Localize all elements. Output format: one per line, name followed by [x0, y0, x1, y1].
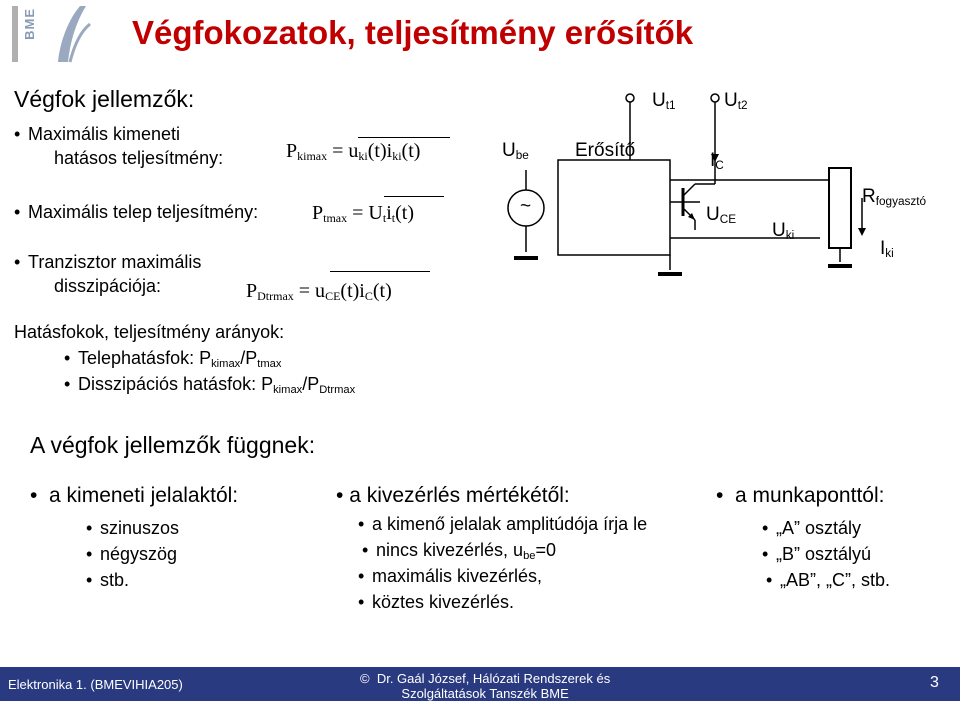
col2-item: • a kimenő jelalak amplitúdója írja le	[372, 514, 647, 535]
label-iki: $I_{ki}$	[880, 238, 894, 260]
col2-title: • a kivezérlés mértékétől:	[336, 484, 570, 507]
efficiency-item-2: • Disszipációs hatásfok: $P_{kimax}/P_{Dtrmax}$	[78, 374, 355, 396]
label-ube: $U_{be}$	[502, 140, 529, 162]
page-title: Végfokozatok, teljesítmény erősítők	[132, 14, 694, 51]
item-output-power	[28, 124, 180, 145]
col2-item: • nincs kivezérlés, $u_{be}=0$	[376, 540, 556, 562]
col3-title: • a munkaponttól:	[716, 484, 885, 507]
formula-pkimax: $P_{kimax} = u_{ki}(t)i_{ki}(t)$	[286, 140, 421, 163]
label-uki: $U_{ki}$	[772, 220, 795, 242]
logo-bar	[12, 6, 18, 62]
label-ut2: $U_{t2}$	[724, 90, 748, 112]
load-resistor-icon	[829, 168, 851, 248]
supply-terminal-1	[626, 94, 634, 102]
formula1-overline	[358, 137, 450, 138]
label-uce: $U_{CE}$	[706, 204, 737, 226]
bme-logo-icon	[50, 2, 120, 72]
col3-item: • „A” osztály	[776, 518, 861, 539]
item3-line1: Tranzisztor maximális	[28, 252, 202, 272]
item3-line2: disszipációja:	[54, 276, 162, 296]
col2-item: • köztes kivezérlés.	[372, 592, 514, 613]
footer-course: Elektronika 1. (BMEVIHIA205)	[8, 677, 183, 692]
section3-heading: A végfok jellemzők függnek:	[30, 432, 316, 458]
section2-heading: Hatásfokok, teljesítmény arányok:	[14, 322, 285, 342]
tilde-icon: ~	[520, 196, 532, 217]
item1-line2: hatásos teljesítmény:	[54, 148, 224, 168]
col3-item: • „AB”, „C”, stb.	[780, 570, 890, 591]
formula-ptmax: $P_{tmax} = U_ti_t(t)$	[312, 202, 414, 225]
section1-heading: Végfok jellemzők:	[14, 86, 195, 112]
footer-author: © Dr. Gaál József, Hálózati Rendszerek és Szolgáltatások Tanszék BME	[360, 671, 611, 701]
col3-item: • „B” osztályú	[776, 544, 871, 565]
page-number: 3	[930, 674, 939, 691]
label-amplifier: Erősítő	[575, 140, 636, 161]
label-ic: $I_C$	[710, 150, 724, 172]
logo-text: BME	[22, 8, 37, 40]
label-rfogyaszto: $R_{fogyasztó}$	[862, 186, 927, 208]
formula2-overline	[384, 196, 444, 197]
col1-item: • szinuszos	[100, 518, 179, 539]
item2-text: Maximális telep teljesítmény:	[28, 202, 259, 222]
col1-item: • stb.	[100, 570, 129, 591]
col1-title: • a kimeneti jelalaktól:	[30, 484, 239, 507]
formula3-overline	[330, 271, 430, 272]
col1-item: • négyszög	[100, 544, 177, 565]
copyright-icon: ©	[360, 671, 370, 686]
col2-item: • maximális kivezérlés,	[372, 566, 542, 587]
item-dissipation	[28, 252, 201, 273]
item-supply-power	[28, 202, 258, 223]
formula-pdtrmax: $P_{Dtrmax} = u_{CE}(t)i_C(t)$	[246, 280, 392, 303]
amplifier-box	[558, 160, 670, 255]
efficiency-item-1: • Telephatásfok: $P_{kimax}/P_{tmax}$	[78, 348, 281, 370]
supply-terminal-2	[711, 94, 719, 102]
label-ut1: $U_{t1}$	[652, 90, 676, 112]
item1-line1: Maximális kimeneti	[28, 124, 181, 144]
